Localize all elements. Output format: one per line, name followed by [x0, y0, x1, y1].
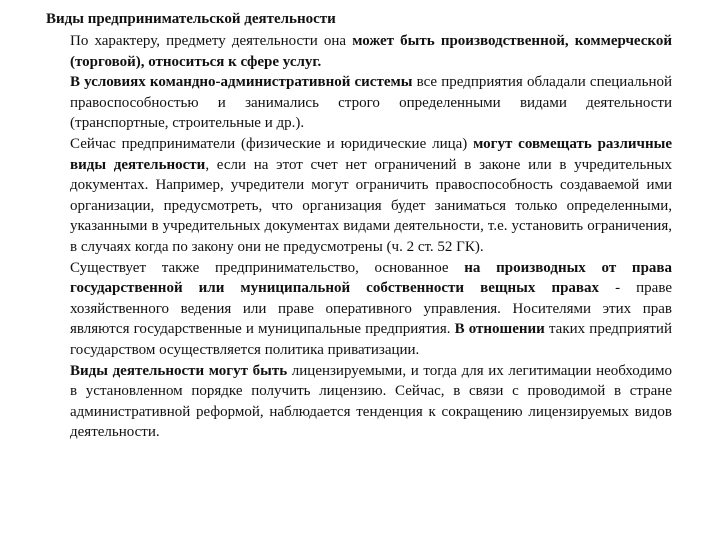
bold-text-run: Виды деятельности могут быть	[70, 362, 288, 379]
bold-text-run: на производных от права государственной или муниципальной собственности вещных правах	[70, 259, 673, 297]
bold-text-run: может быть производственной, коммерческой (торговой), относиться к сфере услуг.	[70, 33, 673, 70]
slide-body	[70, 31, 672, 443]
paragraph	[70, 72, 672, 134]
paragraph	[70, 258, 672, 361]
paragraph	[70, 31, 672, 72]
bold-text-run: могут совмещать различные виды деятельности	[70, 135, 672, 173]
text-run: Существует также предпринимательство, основанное	[70, 259, 465, 276]
text-run: таких предприятий государством осуществляется политика приватизации.	[70, 321, 672, 358]
bold-text-run: В условиях командно-административной системы	[70, 74, 413, 91]
text-run: По характеру, предмету деятельности она	[70, 33, 353, 49]
text-run: , если на этот счет нет ограничений в законе или в учредительных документах. Например, учредители могут ограничить правоспособность создаваемой ими организации, предусмотреть, что организация будет заниматься только определенными, указанными в учредительных документах видами деятельности, т.е. установить ограничения, в случаях когда по закону они не предусмотрены (ч. 2 ст. 52 ГК).	[70, 156, 672, 255]
text-run: - праве хозяйственного ведения или праве оперативного управления. Носителями этих прав являются государственные и муниципальные предприятия.	[70, 280, 672, 338]
paragraph	[70, 361, 672, 443]
slide-title: Виды предпринимательской деятельности	[46, 11, 336, 27]
text-run: все предприятия обладали специальной правоспособностью и занимались строго определенными видами деятельности (транспортные, строительные и др.).	[70, 74, 672, 132]
text-run: лицензируемыми, и тогда для их легитимации необходимо в установленном порядке получить лицензию. Сейчас, в связи с проводимой в стране административной реформой, наблюдается тенденция к сокращению лицензируемых видов деятельности.	[70, 362, 672, 441]
text-run: Сейчас предприниматели (физические и юридические лица)	[70, 135, 474, 152]
paragraph	[70, 134, 672, 258]
bold-text-run: В отношении	[454, 321, 545, 338]
